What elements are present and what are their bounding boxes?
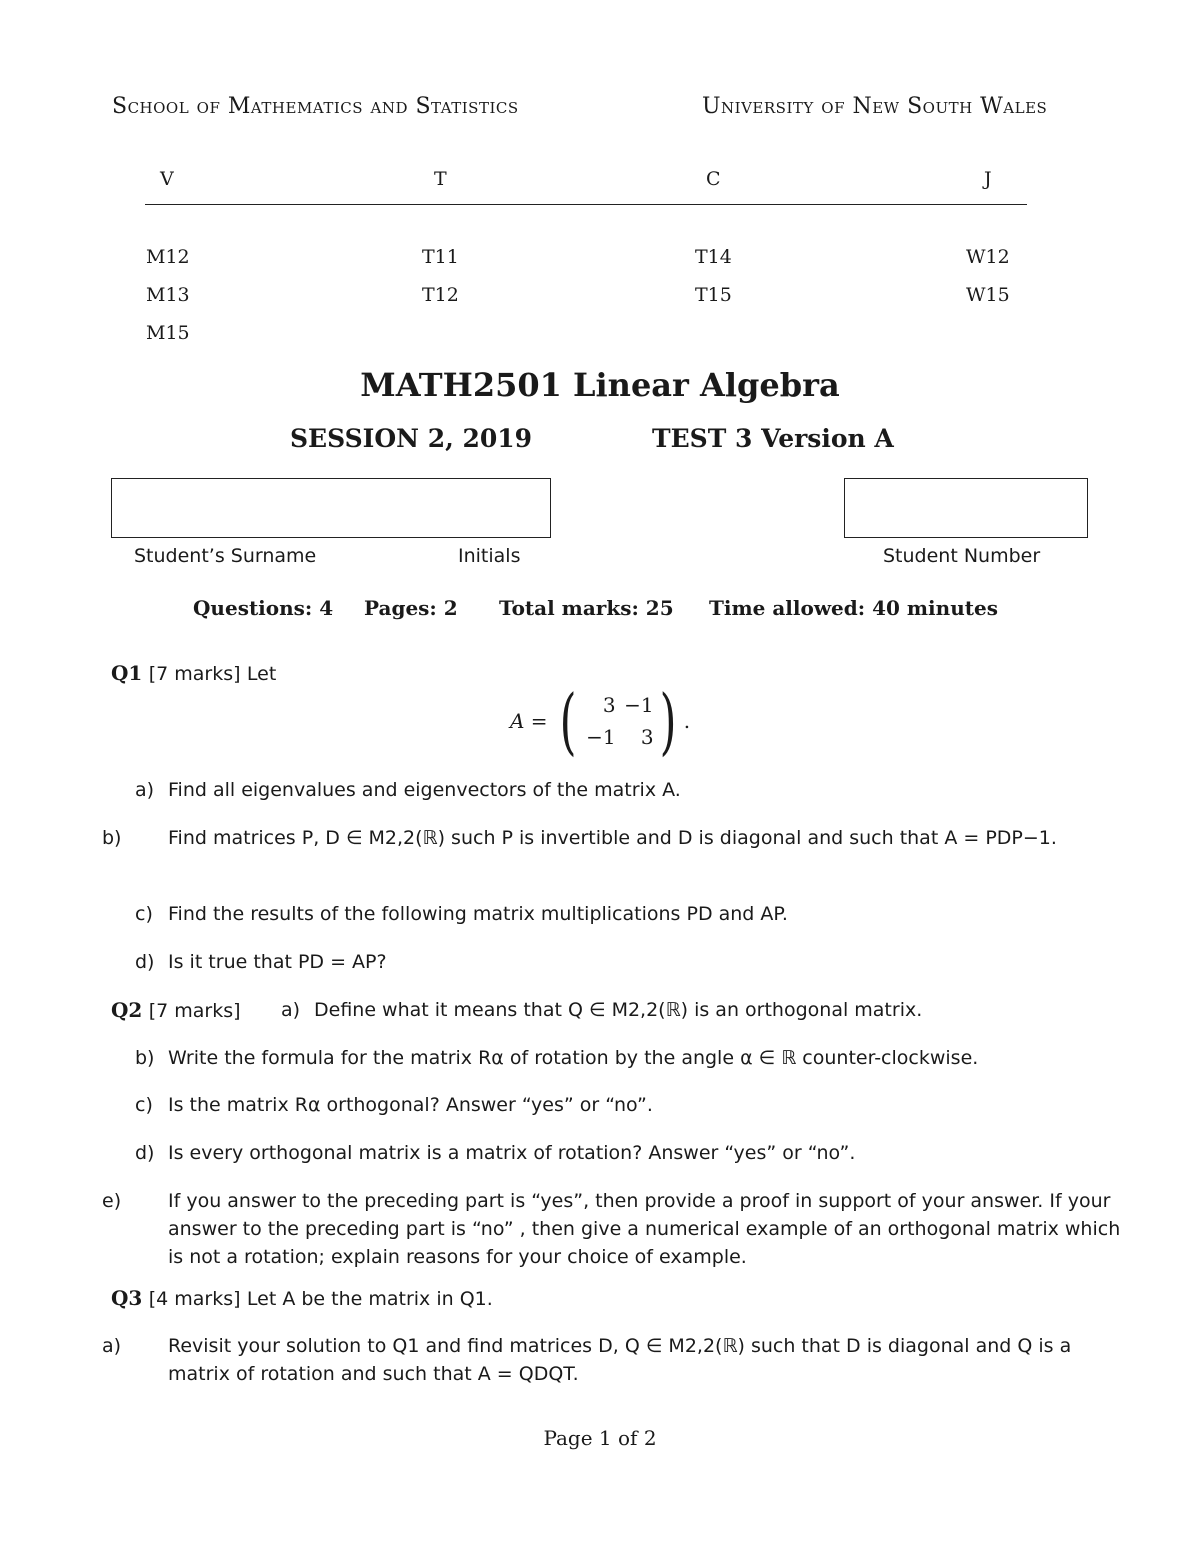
matrix-grid: [582, 693, 654, 749]
table-cell: M12: [146, 246, 190, 268]
question-marks: [7 marks]: [148, 663, 241, 685]
question-intro: Let A be the matrix in Q1.: [246, 1288, 493, 1310]
part-text: Find the results of the following matrix multiplications PD and AP.: [168, 903, 788, 925]
table-cell: T15: [695, 284, 732, 306]
part-label: b): [102, 827, 122, 849]
q1-part-a: [135, 776, 1090, 804]
matrix-cell: 3: [640, 725, 654, 749]
student-number-field[interactable]: [844, 478, 1088, 538]
university-name: University of New South Wales: [702, 94, 1048, 119]
table-cell: W12: [966, 246, 1010, 268]
part-text: If you answer to the preceding part is “yes”, then provide a proof in support of your answer. If your answer to the preceding part is “no” , then give a numerical example of an orthogonal matrix which is not a rotation; explain reasons for your choice of example.: [168, 1190, 1121, 1268]
initials-label: Initials: [458, 545, 521, 567]
question-number: Q2: [111, 998, 143, 1022]
q2-part-c: [135, 1091, 1090, 1119]
part-label: e): [102, 1190, 122, 1212]
question-marks: [7 marks]: [148, 1000, 241, 1022]
column-header: V: [160, 168, 174, 190]
question-marks: [4 marks]: [148, 1288, 241, 1310]
part-label: c): [135, 903, 153, 925]
total-marks: Total marks: 25: [499, 596, 674, 620]
matrix-cell: 3: [602, 693, 616, 717]
course-title: MATH2501 Linear Algebra: [360, 366, 840, 404]
table-cell: M13: [146, 284, 190, 306]
questions-count: Questions: 4: [193, 596, 334, 620]
time-allowed: Time allowed: 40 minutes: [709, 596, 998, 620]
q1-part-b: [102, 824, 1123, 852]
test-label: TEST 3 Version A: [652, 424, 894, 453]
q3-part-a: [102, 1332, 1123, 1388]
pages-count: Pages: 2: [364, 596, 458, 620]
part-text: Find matrices P, D ∈ M2,2(ℝ) such P is invertible and D is diagonal and such that A = PDP−1.: [168, 827, 1057, 849]
part-label: c): [135, 1094, 153, 1116]
school-name: School of Mathematics and Statistics: [112, 94, 519, 119]
surname-label: Student’s Surname: [134, 545, 317, 567]
q3-heading: [111, 1286, 493, 1310]
question-number: Q3: [111, 1286, 143, 1310]
q2-part-d: [135, 1139, 1090, 1167]
surname-initials-field[interactable]: [111, 478, 551, 538]
part-label: d): [135, 1142, 155, 1164]
table-cell: M15: [146, 322, 190, 344]
table-cell: T14: [695, 246, 732, 268]
session-label: SESSION 2, 2019: [290, 424, 533, 453]
q1-part-c: [135, 900, 1090, 928]
q1-heading: [111, 661, 276, 685]
right-paren-icon: ): [659, 679, 677, 763]
column-header: T: [434, 168, 447, 190]
part-label: a): [281, 999, 301, 1021]
q1-part-d: [135, 948, 1090, 976]
q2-part-b: [135, 1044, 1090, 1072]
part-text: Is every orthogonal matrix is a matrix of rotation? Answer “yes” or “no”.: [168, 1142, 856, 1164]
table-cell: T11: [422, 246, 459, 268]
part-text: Is the matrix Rα orthogonal? Answer “yes” or “no”.: [168, 1094, 653, 1116]
part-text: Write the formula for the matrix Rα of rotation by the angle α ∈ ℝ counter-clockwise.: [168, 1047, 979, 1069]
page-number: Page 1 of 2: [543, 1426, 657, 1450]
question-intro: Let: [246, 663, 277, 685]
question-number: Q1: [111, 661, 143, 685]
matrix-end: .: [683, 709, 691, 733]
table-cell: W15: [966, 284, 1010, 306]
left-paren-icon: (: [559, 679, 577, 763]
part-label: a): [102, 1335, 122, 1357]
table-divider: [145, 204, 1027, 205]
column-header: C: [706, 168, 721, 190]
part-text: Revisit your solution to Q1 and find matrices D, Q ∈ M2,2(ℝ) such that D is diagonal and Q is a matrix of rotation and such that A = QDQT.: [168, 1335, 1072, 1385]
matrix-name: A =: [510, 709, 548, 733]
table-cell: T12: [422, 284, 459, 306]
q2-heading: [111, 998, 241, 1022]
part-label: d): [135, 951, 155, 973]
column-header: J: [984, 168, 992, 190]
q2-part-e: [102, 1187, 1123, 1271]
part-text: Is it true that PD = AP?: [168, 951, 387, 973]
matrix-a: [510, 679, 691, 763]
matrix-cell: −1: [624, 693, 654, 717]
part-label: a): [135, 779, 155, 801]
matrix-cell: −1: [586, 725, 616, 749]
q2-part-a: [281, 996, 922, 1024]
part-label: b): [135, 1047, 155, 1069]
part-text: Define what it means that Q ∈ M2,2(ℝ) is an orthogonal matrix.: [314, 999, 923, 1021]
student-number-label: Student Number: [883, 545, 1041, 567]
part-text: Find all eigenvalues and eigenvectors of the matrix A.: [168, 779, 681, 801]
